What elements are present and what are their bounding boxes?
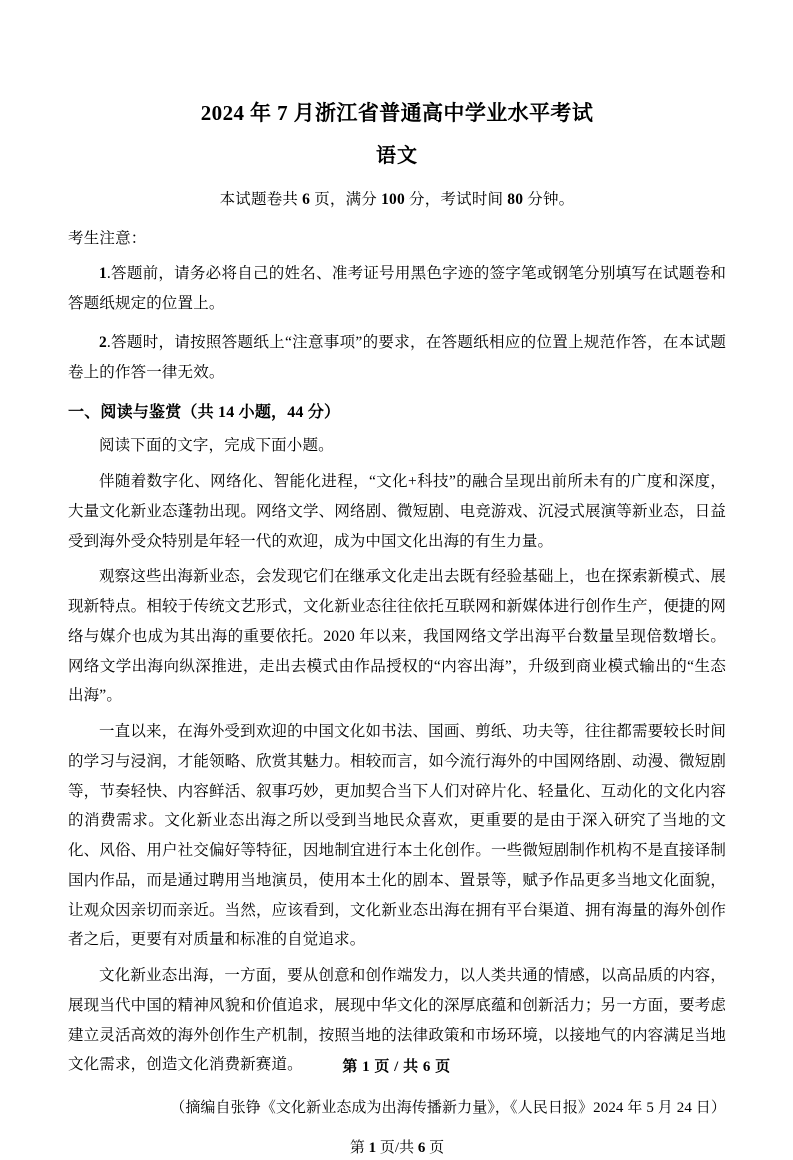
candidate-notice-label: 考生注意： — [68, 230, 147, 248]
exam-meta-line: 本试题卷共 6 页，满分 100 分，考试时间 80 分钟。 — [219, 191, 575, 209]
inline-page-marker: 第 1 页/共 6 页 — [349, 1139, 445, 1156]
candidate-notice-item-1: 1.答题前，请务必将自己的姓名、准考证号用黑色字迹的签字笔或钢笔分别填写在试题卷和答题纸规定的位置上。 — [68, 265, 726, 313]
passage-source-attribution: （摘编自张铮《文化新业态成为出海传播新力量》，《人民日报》2024 年 5 月 24 日） — [170, 1100, 726, 1117]
passage-paragraph: 文化新业态出海，一方面，要从创意和创作端发力，以人类共通的情感，以高品质的内容，展现当代中国的精神风貌和价值追求，展现中华文化的深厚底蕴和创新活力；另一方面，要考虑建立灵活高效的海外创作生产机制，按照当地的法律政策和市场环境，以接地气的内容满足当地文化需求，创造文化消费新赛道。 — [68, 967, 726, 1074]
page-title: 2024 年 7 月浙江省普通高中学业水平考试 — [200, 101, 594, 125]
page-content — [68, 0, 726, 1160]
section-lead-instruction: 阅读下面的文字，完成下面小题。 — [99, 437, 334, 455]
candidate-notice-item-2: 2.答题时，请按照答题纸上“注意事项”的要求，在答题纸相应的位置上规范作答，在本试题卷上的作答一律无效。 — [68, 333, 726, 381]
passage-paragraph: 伴随着数字化、网络化、智能化进程，“文化+科技”的融合呈现出前所未有的广度和深度，大量文化新业态蓬勃出现。网络文学、网络剧、微短剧、电竞游戏、沉浸式展演等新业态，日益受到海外受众特别是年轻一代的欢迎，成为中国文化出海的有生力量。 — [68, 473, 726, 550]
subject-title: 语文 — [376, 145, 418, 168]
passage-paragraph: 一直以来，在海外受到欢迎的中国文化如书法、国画、剪纸、功夫等，往往都需要较长时间的学习与浸润，才能领略、欣赏其魅力。相较而言，如今流行海外的中国网络剧、动漫、微短剧等，节奏轻快、内容鲜活、叙事巧妙，更加契合当下人们对碎片化、轻量化、互动化的文化内容的消费需求。文化新业态出海之所以受到当地民众喜欢，更重要的是由于深入研究了当地的文化、风俗、用户社交偏好等特征，因地制宜进行本土化创作。一些微短剧制作机构不是直接译制国内作品，而是通过聘用当地演员，使用本土化的剧本、置景等，赋予作品更多当地文化面貌，让观众因亲切而亲近。当然，应该看到，文化新业态出海在拥有平台渠道、拥有海量的海外创作者之后，更要有对质量和标准的自觉追求。 — [68, 723, 726, 949]
passage-paragraph: 观察这些出海新业态，会发现它们在继承文化走出去既有经验基础上，也在探索新模式、展现新特点。相较于传统文艺形式，文化新业态往往依托互联网和新媒体进行创作生产，便捷的网络与媒介也成为其出海的重要依托。2020 年以来，我国网络文学出海平台数量呈现倍数增长。网络文学出海向纵深推进，走出去模式由作品授权的“内容出海”，升级到商业模式输出的“生态出海”。 — [68, 568, 726, 705]
footer-page-marker: 第 1 页 / 共 6 页 — [342, 1059, 451, 1075]
section-heading-reading: 一、阅读与鉴赏（共 14 小题，44 分） — [68, 404, 341, 422]
